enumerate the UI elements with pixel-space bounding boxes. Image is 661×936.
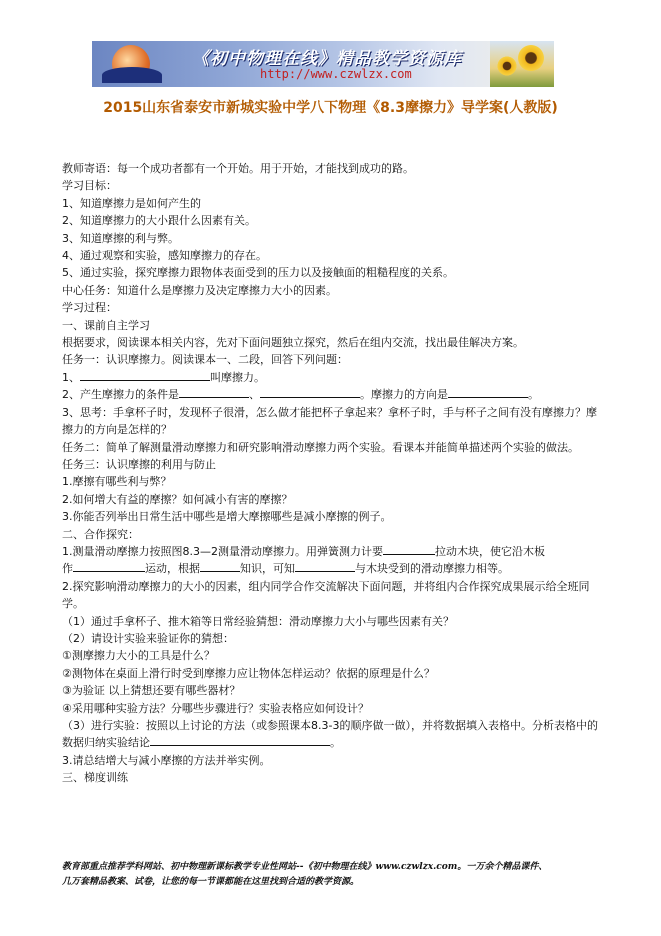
task-heading: 任务三：认识摩擦的利用与防止 <box>62 457 216 471</box>
teacher-message: 教师寄语：每一个成功者都有一个开始。用于开始，才能找到成功的路。 <box>62 162 414 175</box>
question-text: 1.测量滑动摩擦力按照图8.3—2测量滑动摩擦力。用弹簧测力计要 <box>62 544 383 558</box>
question-line <box>62 560 602 577</box>
task-heading: 任务二：简单了解测量滑动摩擦力和研究影响滑动摩擦力两个实验。看课本并能简单描述两个实验的做法。 <box>62 440 579 454</box>
banner-url[interactable]: http://www.czwlzx.com <box>260 67 412 81</box>
objective-item: 5、通过实验，探究摩擦力跟物体表面受到的压力以及接触面的粗糙程度的关系。 <box>62 266 454 280</box>
page-footer <box>62 860 602 890</box>
footer-line: 教育部重点推荐学科网站、初中物理新课标教学专业性网站--《初中物理在线》www.czwlzx.com。一万余个精品课件、 <box>62 862 548 872</box>
question-line <box>62 543 602 560</box>
document-body <box>62 160 602 787</box>
objective-item: 3、知道摩擦的利与弊。 <box>62 231 179 245</box>
sunflower-icon <box>516 43 546 73</box>
fill-blank[interactable] <box>179 386 249 398</box>
question-line: ④采用哪种实验方法？分哪些步骤进行？实验表格应如何设计？ <box>62 701 369 715</box>
question-line: 2.探究影响滑动摩擦力的大小的因素，组内同学合作交流解决下面问题，并将组内合作探究成果展示给全班同学。 <box>62 579 590 611</box>
objective-item: 4、通过观察和实验，感知摩擦力的存在。 <box>62 249 267 263</box>
footer-line: 几万套精品教案、试卷，让您的每一节课都能在这里找到合适的教学资源。 <box>62 877 360 887</box>
question-text: 叫摩擦力。 <box>210 370 265 384</box>
section-heading: 二、合作探究： <box>62 527 139 541</box>
question-line <box>62 717 602 752</box>
task-heading: 任务一：认识摩擦力。阅读课本一、二段，回答下列问题： <box>62 353 348 367</box>
question-line: （2）请设计实验来验证你的猜想： <box>62 631 234 645</box>
question-text: 作 <box>62 562 73 576</box>
question-line: 3、思考：手拿杯子时，发现杯子很滑，怎么做才能把杯子拿起来？拿杯子时，手与杯子之间有没有摩擦力？摩擦力的方向是怎样的？ <box>62 405 597 437</box>
fill-blank[interactable] <box>80 369 210 381</box>
question-line: （1）通过手拿杯子、推木箱等日常经验猜想：滑动摩擦力大小与哪些因素有关？ <box>62 614 454 628</box>
question-number: 1、 <box>62 370 80 384</box>
instruction-text: 根据要求，阅读课本相关内容，先对下面问题独立探究，然后在组内交流，找出最佳解决方案。 <box>62 336 524 350</box>
question-line: 1.摩擦有哪些利与弊？ <box>62 475 172 489</box>
objective-item: 1、知道摩擦力是如何产生的 <box>62 196 201 210</box>
section-heading: 学习目标： <box>62 179 117 193</box>
question-text: （3）进行实验：按照以上讨论的方法（或参照课本8.3-3的顺序做一做），并将数据填入表格中。分析表格中的数据归纳实验结论 <box>62 719 598 750</box>
question-text: 。 <box>330 736 341 750</box>
banner-title: 《初中物理在线》精品教学资源库 <box>192 49 462 69</box>
question-text: 拉动木块，使它沿木板 <box>435 544 545 558</box>
section-heading: 三、梯度训练 <box>62 771 128 785</box>
question-line: ②测物体在桌面上滑行时受到摩擦力应让物体怎样运动？依据的原理是什么？ <box>62 666 435 680</box>
question-line: 3.请总结增大与减小摩擦的方法并举实例。 <box>62 753 271 767</box>
question-line <box>62 369 602 386</box>
question-line: ③为验证 以上猜想还要有哪些器材？ <box>62 684 241 698</box>
question-line: 2.如何增大有益的摩擦？如何减小有害的摩擦？ <box>62 492 293 506</box>
document-title: 2015山东省泰安市新城实验中学八下物理《8.3摩擦力》导学案(人教版) <box>103 100 558 116</box>
fill-blank[interactable] <box>200 560 240 572</box>
question-text: 知识，可知 <box>240 562 295 576</box>
question-line: 3.你能否列举出日常生活中哪些是增大摩擦哪些是减小摩擦的例子。 <box>62 510 392 524</box>
central-task: 中心任务：知道什么是摩擦力及决定摩擦力大小的因素。 <box>62 283 337 297</box>
question-text: 与木块受到的滑动摩擦力相等。 <box>355 562 509 576</box>
fill-blank[interactable] <box>448 386 528 398</box>
question-text: 2、产生摩擦力的条件是 <box>62 388 179 402</box>
logo-wave-icon <box>102 67 162 83</box>
question-text: 运动，根据 <box>145 562 200 576</box>
question-text: 。摩擦力的方向是 <box>360 388 448 402</box>
section-heading: 一、课前自主学习 <box>62 318 150 332</box>
question-text: 、 <box>249 388 260 402</box>
fill-blank[interactable] <box>260 386 360 398</box>
objective-item: 2、知道摩擦力的大小跟什么因素有关。 <box>62 214 256 228</box>
header-banner <box>92 41 554 87</box>
fill-blank[interactable] <box>150 734 330 746</box>
sunflower-icon <box>496 55 518 77</box>
section-heading: 学习过程： <box>62 301 117 315</box>
fill-blank[interactable] <box>295 560 355 572</box>
question-line: ①测摩擦力大小的工具是什么？ <box>62 649 215 663</box>
fill-blank[interactable] <box>73 560 145 572</box>
sunflower-image <box>490 41 554 87</box>
question-line <box>62 386 602 403</box>
question-text: 。 <box>528 388 539 402</box>
fill-blank[interactable] <box>383 543 435 555</box>
